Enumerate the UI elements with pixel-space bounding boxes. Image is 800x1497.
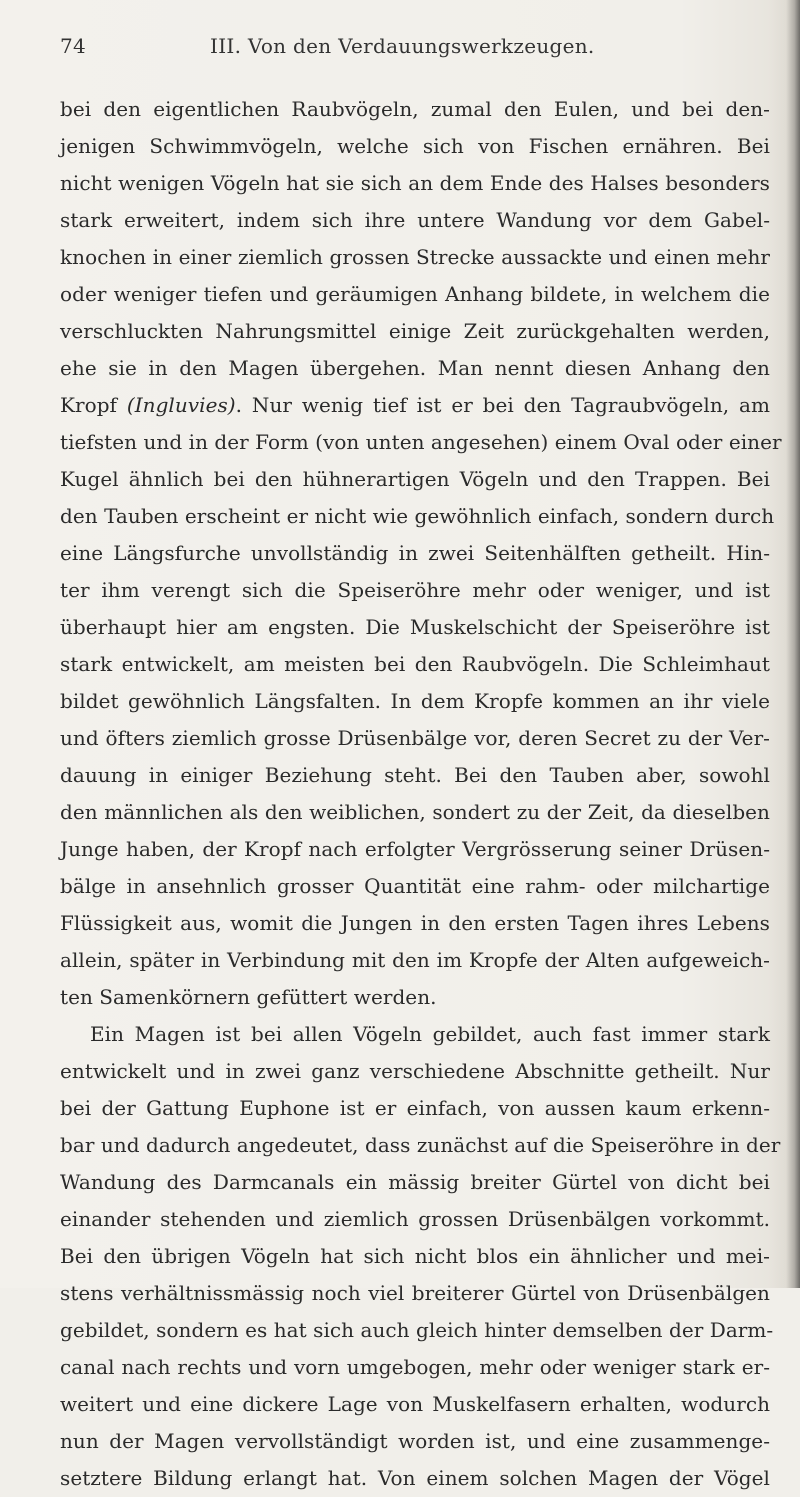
- text-line: ter ihm verengt sich die Speiseröhre mehr oder weniger, und ist: [60, 578, 770, 602]
- chapter-title: III. Von den Verdauungswerkzeugen.: [210, 34, 595, 58]
- text-line: bei der Gattung Euphone ist er einfach, von aussen kaum erkenn-: [60, 1096, 770, 1120]
- page-edge-shadow: [786, 0, 800, 1288]
- text-line: ten Samenkörnern gefüttert werden.: [60, 985, 437, 1009]
- running-head: [60, 30, 760, 64]
- text-line: Flüssigkeit aus, womit die Jungen in den ersten Tagen ihres Lebens: [60, 911, 770, 935]
- page-number: 74: [60, 34, 87, 58]
- text-line: Bei den übrigen Vögeln hat sich nicht blos ein ähnlicher und mei-: [60, 1244, 770, 1268]
- text-line: canal nach rechts und vorn umgebogen, mehr oder weniger stark er-: [60, 1355, 770, 1379]
- text-line: den Tauben erscheint er nicht wie gewöhnlich einfach, sondern durch: [60, 504, 775, 528]
- text-line: Kugel ähnlich bei den hühnerartigen Vögeln und den Trappen. Bei: [60, 467, 770, 491]
- text-line: dauung in einiger Beziehung steht. Bei den Tauben aber, sowohl: [60, 763, 770, 787]
- text-line: tiefsten und in der Form (von unten angesehen) einem Oval oder einer: [60, 430, 782, 454]
- text-line: knochen in einer ziemlich grossen Strecke aussackte und einen mehr: [60, 245, 770, 269]
- text-line: verschluckten Nahrungsmittel einige Zeit zurückgehalten werden,: [60, 319, 770, 343]
- text-line: allein, später in Verbindung mit den im Kropfe der Alten aufgeweich-: [60, 948, 770, 972]
- text-segment: . Nur wenig tief ist er bei den Tagraubvögeln, am: [235, 393, 770, 417]
- text-line: bar und dadurch angedeutet, dass zunächst auf die Speiseröhre in der: [60, 1133, 781, 1157]
- text-line: Wandung des Darmcanals ein mässig breiter Gürtel von dicht bei: [60, 1170, 770, 1194]
- text-line: weitert und eine dickere Lage von Muskelfasern erhalten, wodurch: [60, 1392, 770, 1416]
- text-line: stens verhältnissmässig noch viel breiterer Gürtel von Drüsenbälgen: [60, 1281, 770, 1305]
- body-text: [60, 91, 782, 1497]
- text-line: [60, 387, 770, 424]
- text-line: den männlichen als den weiblichen, sondert zu der Zeit, da dieselben: [60, 800, 770, 824]
- text-line: und öfters ziemlich grosse Drüsenbälge vor, deren Secret zu der Ver-: [60, 726, 770, 750]
- text-line: überhaupt hier am engsten. Die Muskelschicht der Speiseröhre ist: [60, 615, 770, 639]
- text-line: eine Längsfurche unvollständig in zwei Seitenhälften getheilt. Hin-: [60, 541, 770, 565]
- text-line: stark entwickelt, am meisten bei den Raubvögeln. Die Schleimhaut: [60, 652, 770, 676]
- text-line: nun der Magen vervollständigt worden ist, und eine zusammenge-: [60, 1429, 770, 1453]
- text-line: bildet gewöhnlich Längsfalten. In dem Kropfe kommen an ihr viele: [60, 689, 770, 713]
- text-line: gebildet, sondern es hat sich auch gleich hinter demselben der Darm-: [60, 1318, 774, 1342]
- text-line: oder weniger tiefen und geräumigen Anhang bildete, in welchem die: [60, 282, 770, 306]
- text-line: einander stehenden und ziemlich grossen Drüsenbälgen vorkommt.: [60, 1207, 770, 1231]
- text-line: bei den eigentlichen Raubvögeln, zumal den Eulen, und bei den-: [60, 97, 770, 121]
- text-line: jenigen Schwimmvögeln, welche sich von Fischen ernähren. Bei: [60, 134, 770, 158]
- text-line: nicht wenigen Vögeln hat sie sich an dem Ende des Halses besonders: [60, 171, 770, 195]
- italic-term: (Ingluvies): [126, 393, 236, 417]
- text-line: setztere Bildung erlangt hat. Von einem solchen Magen der Vögel: [60, 1466, 770, 1490]
- text-line: ehe sie in den Magen übergehen. Man nennt diesen Anhang den: [60, 356, 770, 380]
- text-line: Junge haben, der Kropf nach erfolgter Vergrösserung seiner Drüsen-: [60, 837, 770, 861]
- text-line: bälge in ansehnlich grosser Quantität eine rahm- oder milchartige: [60, 874, 770, 898]
- text-line: entwickelt und in zwei ganz verschiedene Abschnitte getheilt. Nur: [60, 1059, 770, 1083]
- text-line: stark erweitert, indem sich ihre untere Wandung vor dem Gabel-: [60, 208, 770, 232]
- text-line: Ein Magen ist bei allen Vögeln gebildet, auch fast immer stark: [90, 1022, 770, 1046]
- text-segment: Kropf: [60, 393, 117, 417]
